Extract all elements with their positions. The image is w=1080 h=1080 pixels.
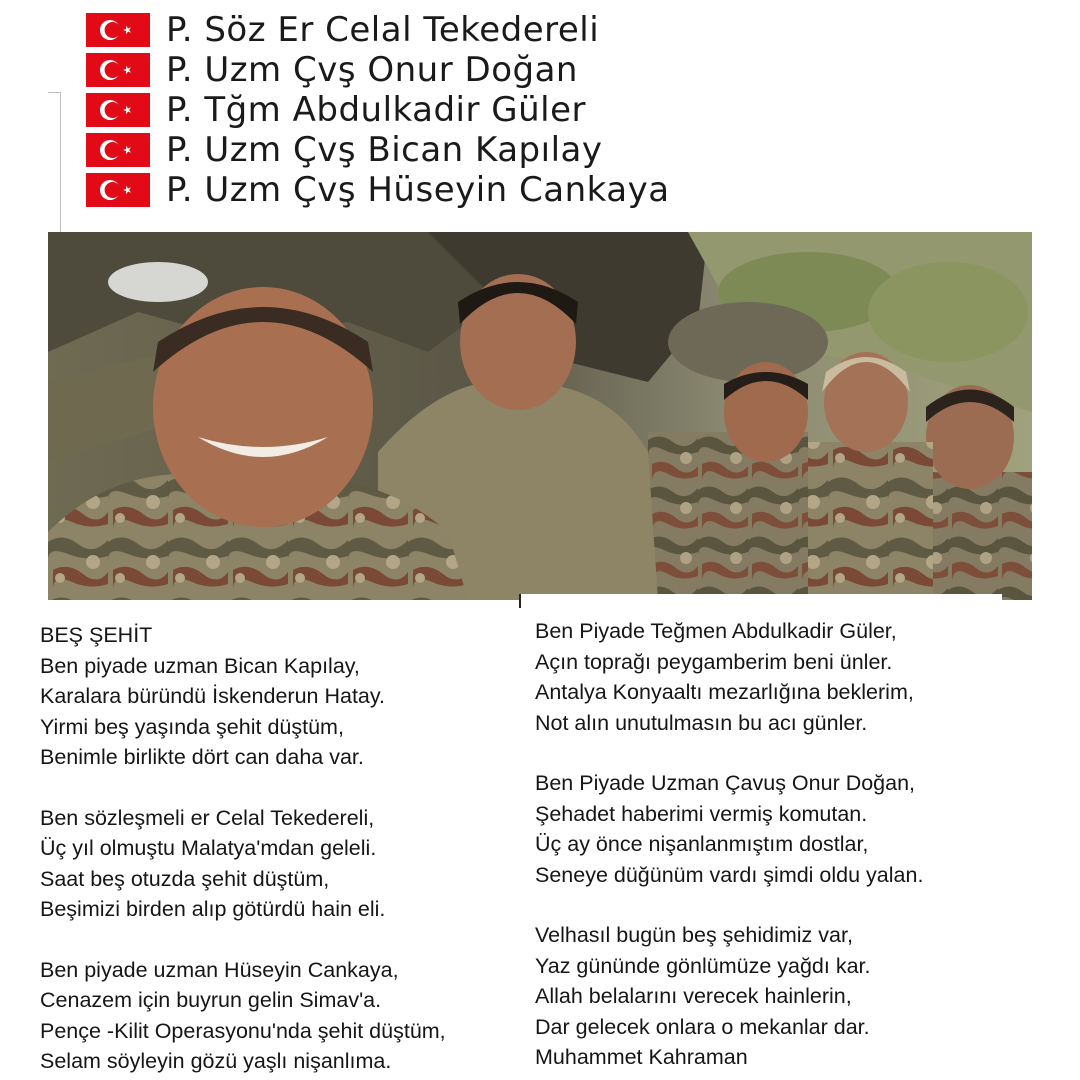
poem-line: Allah belalarını verecek hainlerin,: [535, 984, 852, 1008]
poem-line: Şehadet haberimi vermiş komutan.: [535, 801, 868, 826]
poem-title: BEŞ ŞEHİT: [40, 623, 153, 647]
poem-line: Ben piyade uzman Hüseyin Cankaya,: [40, 957, 399, 982]
poem-line: Yaz gününde gönlümüze yağdı kar.: [535, 953, 871, 978]
poem-line: Velhasıl bugün beş şehidimiz var,: [535, 923, 853, 947]
poem-line: Beşimizi birden alıp götürdü hain eli.: [40, 897, 386, 921]
stanza: [40, 955, 446, 1077]
name-row: [86, 10, 670, 50]
stanza: [535, 616, 923, 738]
turkish-flag-icon: [86, 173, 150, 207]
poem-line: Dar gelecek onlara o mekanlar dar.: [535, 1014, 870, 1039]
poem-author: Muhammet Kahraman: [535, 1045, 748, 1069]
name-text: P. Uzm Çvş Bican Kapılay: [166, 130, 603, 170]
poem-line: Karalara büründü İskenderun Hatay.: [40, 684, 386, 708]
name-row: [86, 170, 670, 210]
poem-line: Ben Piyade Uzman Çavuş Onur Doğan,: [535, 771, 916, 795]
soldiers-photo: [48, 232, 1032, 600]
photo-edge: [520, 594, 1002, 608]
poem-line: Açın toprağı peygamberim beni ünler.: [535, 649, 893, 674]
name-text: P. Uzm Çvş Onur Doğan: [166, 50, 578, 90]
poem-line: Ben piyade uzman Bican Kapılay,: [40, 653, 360, 678]
name-text: P. Söz Er Celal Tekedereli: [166, 10, 600, 50]
stanza: [40, 620, 446, 773]
stanza: [535, 768, 923, 890]
name-row: [86, 50, 670, 90]
names-list: [86, 10, 670, 210]
poem-line: Üç yıl olmuştu Malatya'mdan geleli.: [40, 836, 377, 860]
turkish-flag-icon: [86, 133, 150, 167]
stanza: [535, 920, 923, 1073]
poem-line: Antalya Konyaaltı mezarlığına beklerim,: [535, 680, 914, 704]
name-row: [86, 90, 670, 130]
name-text: P. Uzm Çvş Hüseyin Cankaya: [166, 170, 670, 210]
poem-line: Yirmi beş yaşında şehit düştüm,: [40, 714, 344, 739]
poem-line: Pençe -Kilit Operasyonu'nda şehit düştüm,: [40, 1018, 446, 1043]
poem-line: Üç ay önce nişanlanmıştım dostlar,: [535, 832, 869, 856]
name-row: [86, 130, 670, 170]
turkish-flag-icon: [86, 93, 150, 127]
poem-line: Selam söyleyin gözü yaşlı nişanlıma.: [40, 1049, 392, 1073]
poem-line: Ben sözleşmeli er Celal Tekedereli,: [40, 805, 375, 830]
decorative-line: [60, 92, 61, 232]
stanza: [40, 803, 446, 925]
name-text: P. Tğm Abdulkadir Güler: [166, 90, 586, 130]
poem-line: Not alın unutulmasın bu acı günler.: [535, 710, 868, 735]
poem-line: Cenazem için buyrun gelin Simav'a.: [40, 988, 382, 1012]
turkish-flag-icon: [86, 13, 150, 47]
poem-right-column: [535, 616, 923, 1073]
poem-line: Seneye düğünüm vardı şimdi oldu yalan.: [535, 862, 924, 887]
poem-left-column: [40, 620, 446, 1077]
poem-line: Benimle birlikte dört can daha var.: [40, 745, 364, 769]
poem-line: Ben Piyade Teğmen Abdulkadir Güler,: [535, 619, 897, 643]
turkish-flag-icon: [86, 53, 150, 87]
divider: [519, 594, 521, 608]
poem-line: Saat beş otuzda şehit düştüm,: [40, 866, 330, 891]
